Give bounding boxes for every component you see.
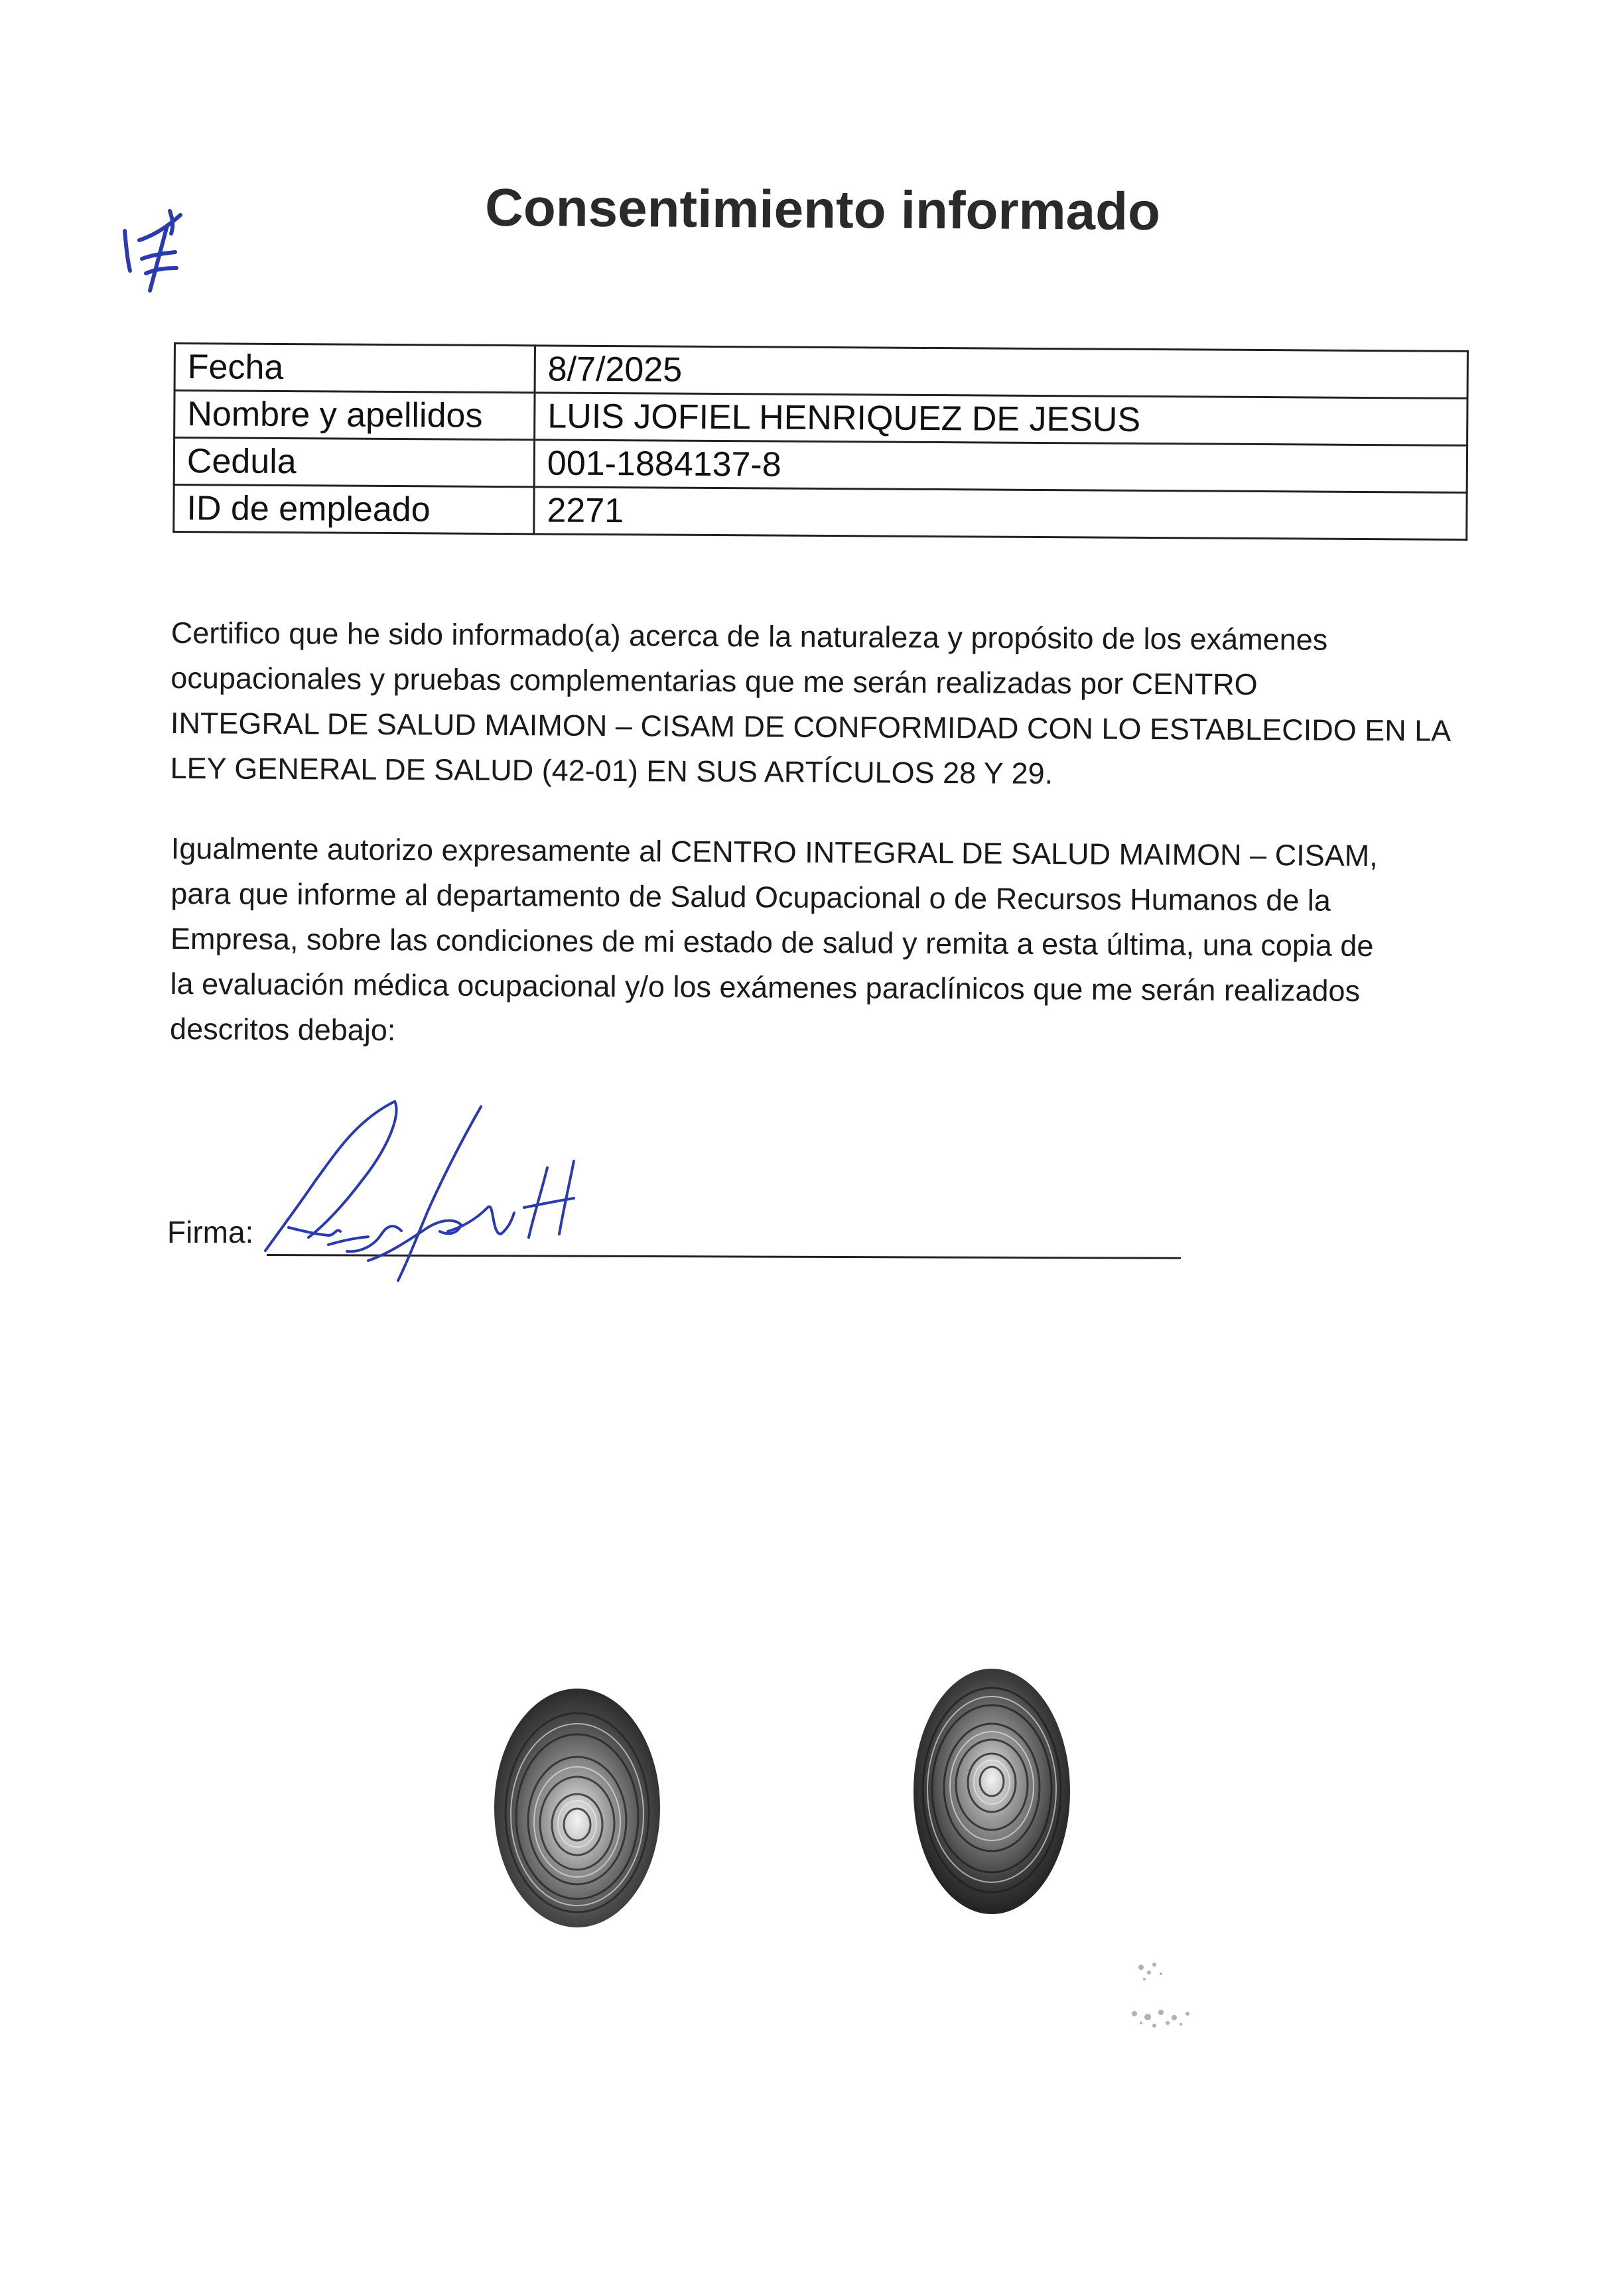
paragraph-line: descritos debajo: [169, 1011, 396, 1048]
paragraph-line: Igualmente autorizo expresamente al CENTRO INTEGRAL DE SALUD MAIMON – CISAM, [170, 831, 1378, 873]
row-value-nombre: LUIS JOFIEL HENRIQUEZ DE JESUS [535, 393, 1467, 446]
paragraph-line: LEY GENERAL DE SALUD (42-01) EN SUS ARTÍCULOS 28 Y 29. [170, 750, 1053, 791]
row-label-nombre: Nombre y apellidos [174, 391, 535, 440]
employee-info-table [172, 342, 1469, 541]
row-value-fecha: 8/7/2025 [535, 346, 1467, 399]
signature-label: Firma: [167, 1215, 254, 1249]
paragraph-line: INTEGRAL DE SALUD MAIMON – CISAM DE CONFORMIDAD CON LO ESTABLECIDO EN LA [170, 705, 1452, 748]
authorization-paragraph [170, 826, 1471, 1060]
paragraph-line: Certifico que he sido informado(a) acerca de la naturaleza y propósito de los exámenes [170, 615, 1328, 657]
paragraph-line: la evaluación médica ocupacional y/o los exámenes paraclínicos que me serán realizados [170, 966, 1361, 1008]
table-row [174, 485, 1467, 540]
ink-smudge-icon [1115, 1954, 1221, 2047]
row-label-id-empleado: ID de empleado [174, 485, 534, 534]
row-label-fecha: Fecha [174, 344, 535, 393]
table-row [174, 344, 1467, 399]
fingerprint-icon [478, 1672, 677, 1951]
table-row [174, 391, 1467, 446]
paragraph-line: Empresa, sobre las condiciones de mi estado de salud y remita a esta última, una copia de [170, 921, 1374, 963]
fingerprint-icon [899, 1652, 1085, 1931]
row-label-cedula: Cedula [174, 438, 534, 487]
paragraph-line: para que informe al departamento de Salud Ocupacional o de Recursos Humanos de la [170, 876, 1331, 918]
certification-paragraph [170, 610, 1471, 799]
row-value-cedula: 001-1884137-8 [534, 440, 1467, 493]
table-row [174, 438, 1467, 493]
row-value-id-empleado: 2271 [534, 487, 1467, 540]
handwritten-margin-mark-icon [113, 199, 192, 305]
document-title: Consentimiento informado [484, 177, 1161, 242]
paragraph-line: ocupacionales y pruebas complementarias que me serán realizadas por CENTRO [170, 660, 1258, 702]
handwritten-signature-icon [262, 1095, 580, 1294]
